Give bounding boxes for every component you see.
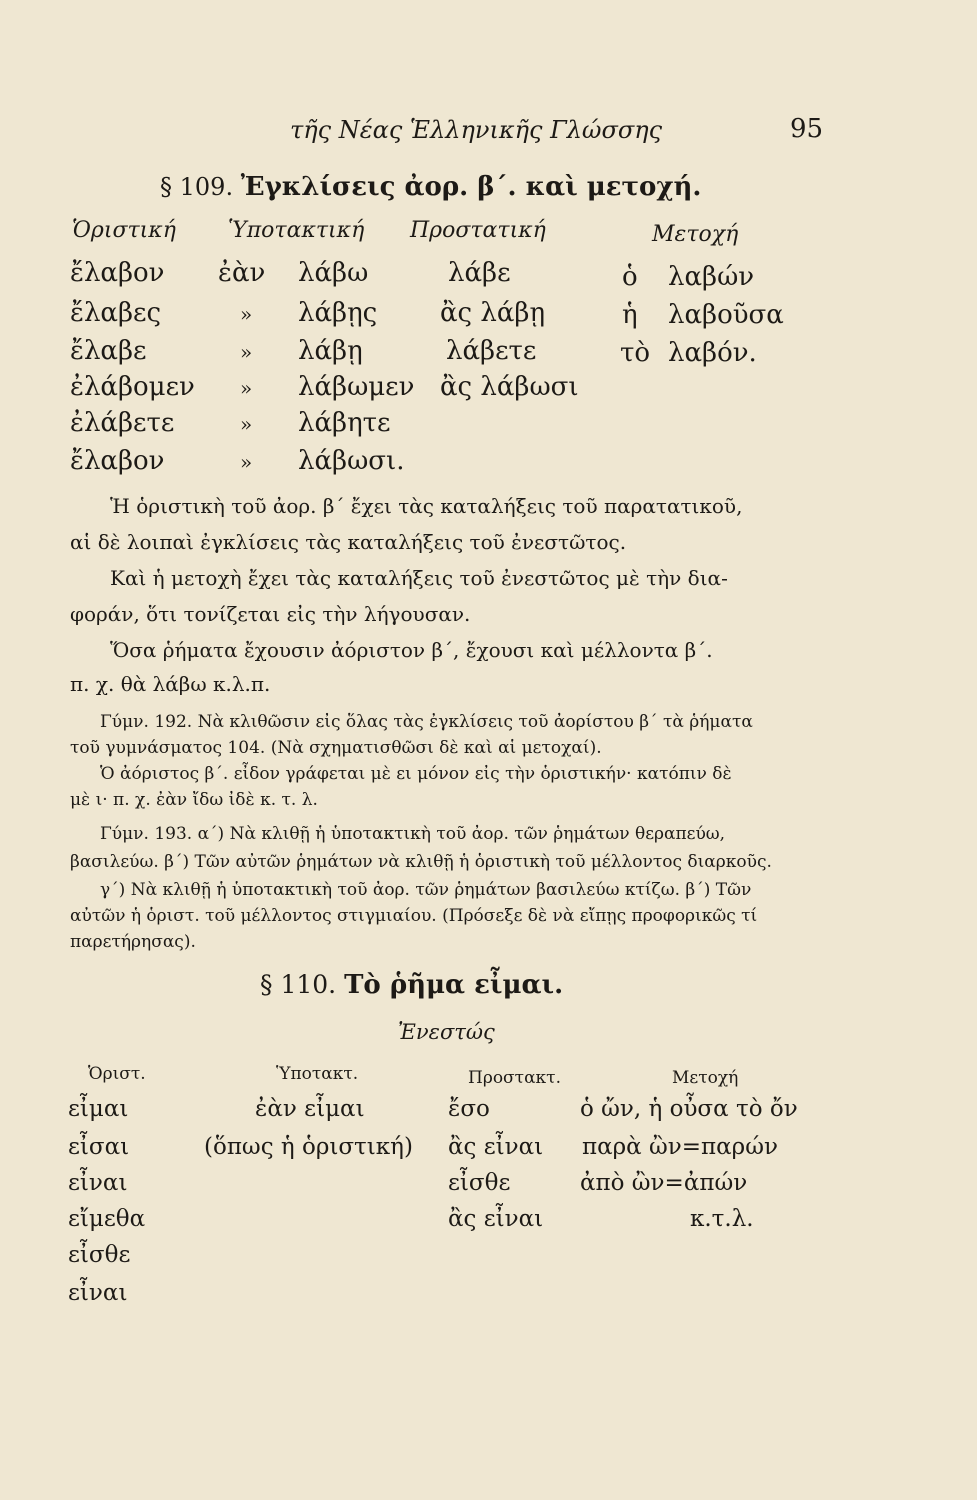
participle-form: ὁ ὤν, ἡ οὖσα τὸ ὄν xyxy=(580,1096,798,1122)
participle-article: ὁ xyxy=(622,262,638,292)
imperative-form: λάβε xyxy=(448,258,511,288)
subjunctive-form: ἐὰν εἶμαι xyxy=(255,1096,365,1122)
exercise-line: τοῦ γυμνάσματος 104. (Νὰ σχηματισθῶσι δὲ καὶ αἱ μετοχαί). xyxy=(70,738,602,758)
participle-form: λαβόν. xyxy=(668,338,757,368)
subjunctive-note: (ὅπως ἡ ὁριστική) xyxy=(204,1134,413,1160)
paragraph-line: Ἡ ὁριστικὴ τοῦ ἀορ. β΄ ἔχει τὰς καταλήξεις τοῦ παρατατικοῦ, xyxy=(110,494,743,518)
section-title: Τὸ ῥῆμα εἶμαι. xyxy=(344,970,564,1000)
indicative-form: εἶναι xyxy=(68,1170,128,1196)
subjunctive-form: λάβωμεν xyxy=(298,372,415,402)
exercise-line: γ΄) Νὰ κλιθῇ ἡ ὑποτακτικὴ τοῦ ἀορ. τῶν ῥημάτων βασιλεύω κτίζω. β΄) Τῶν xyxy=(100,880,752,900)
subjunctive-form: λάβωσι. xyxy=(298,446,405,476)
participle-form: κ.τ.λ. xyxy=(690,1206,754,1232)
col-head-imperative: Προστατική xyxy=(410,218,546,243)
indicative-form: ἔλαβε xyxy=(70,336,147,366)
col-head-subjunctive: Ὑποτακτική xyxy=(228,218,365,243)
imperative-form: ἔσο xyxy=(448,1096,490,1122)
section-109-heading xyxy=(160,172,701,202)
section-number: § 109. xyxy=(160,173,234,201)
indicative-form: ἐλάβομεν xyxy=(70,372,195,402)
participle-form: ἀπὸ ὢν=ἀπών xyxy=(580,1170,748,1196)
section-110-heading xyxy=(260,970,563,1000)
exercise-line: παρετήρησας). xyxy=(70,932,196,952)
indicative-form: εἶμαι xyxy=(68,1096,129,1122)
ditto-mark: » xyxy=(240,340,253,364)
tense-subtitle: Ἐνεστώς xyxy=(398,1020,495,1044)
indicative-form: ἔλαβον xyxy=(70,446,165,476)
ditto-mark: » xyxy=(240,302,253,326)
running-header: τῆς Νέας Ἑλληνικῆς Γλώσσης xyxy=(290,116,663,144)
paragraph-line: Καὶ ἡ μετοχὴ ἔχει τὰς καταλήξεις τοῦ ἐνεστῶτος μὲ τὴν δια- xyxy=(110,566,728,590)
paragraph-line: π. χ. θὰ λάβω κ.λ.π. xyxy=(70,672,271,696)
col-head-imperative: Προστακτ. xyxy=(468,1068,561,1088)
participle-form: παρὰ ὢν=παρών xyxy=(582,1134,778,1160)
paragraph-line: αἱ δὲ λοιπαὶ ἐγκλίσεις τὰς καταλήξεις τοῦ ἐνεστῶτος. xyxy=(70,530,627,554)
section-number: § 110. xyxy=(260,970,337,999)
exercise-line: βασιλεύω. β΄) Τῶν αὐτῶν ῥημάτων νὰ κλιθῇ ἡ ὁριστικὴ τοῦ μέλλοντος διαρκοῦς. xyxy=(70,852,772,872)
participle-form: λαβοῦσα xyxy=(668,300,784,330)
ditto-mark: » xyxy=(240,376,253,400)
col-head-participle: Μετοχή xyxy=(672,1068,739,1088)
exercise-line: Γύμν. 192. Νὰ κλιθῶσιν εἰς ὅλας τὰς ἐγκλίσεις τοῦ ἀορίστου β΄ τὰ ῥήματα xyxy=(100,712,753,732)
subjunctive-form: λάβητε xyxy=(298,408,391,438)
exercise-line: Ὁ ἀόριστος β΄. εἶδον γράφεται μὲ ει μόνον εἰς τὴν ὁριστικήν· κατόπιν δὲ xyxy=(100,764,732,784)
subjunctive-form: λάβω xyxy=(298,258,369,288)
subjunctive-form: λάβῃς xyxy=(298,298,378,328)
indicative-form: εἶσθε xyxy=(68,1242,131,1268)
imperative-form: εἶσθε xyxy=(448,1170,511,1196)
indicative-form: ἔλαβον xyxy=(70,258,165,288)
imperative-form: ἂς λάβῃ xyxy=(440,298,546,328)
indicative-form: εἶσαι xyxy=(68,1134,130,1160)
participle-form: λαβών xyxy=(668,262,755,292)
indicative-form: εἶναι xyxy=(68,1280,128,1306)
col-head-subjunctive: Ὑποτακτ. xyxy=(276,1064,359,1084)
paragraph-line: φοράν, ὅτι τονίζεται εἰς τὴν λήγουσαν. xyxy=(70,602,471,626)
exercise-line: αὐτῶν ἡ ὁριστ. τοῦ μέλλοντος στιγμιαίου. (Πρόσεξε δὲ νὰ εἴπῃς προφορικῶς τί xyxy=(70,906,758,926)
indicative-form: ἐλάβετε xyxy=(70,408,175,438)
ditto-mark: » xyxy=(240,412,253,436)
exercise-line: Γύμν. 193. α΄) Νὰ κλιθῇ ἡ ὑποτακτικὴ τοῦ ἀορ. τῶν ῥημάτων θεραπεύω, xyxy=(100,824,726,844)
imperative-form: ἂς λάβωσι xyxy=(440,372,579,402)
imperative-form: ἂς εἶναι xyxy=(448,1134,544,1160)
col-head-indicative: Ὁριστ. xyxy=(88,1064,146,1084)
indicative-form: εἴμεθα xyxy=(68,1206,146,1232)
indicative-form: ἔλαβες xyxy=(70,298,162,328)
subjunctive-form: λάβῃ xyxy=(298,336,363,366)
participle-article: ἡ xyxy=(622,300,638,330)
col-head-indicative: Ὁριστική xyxy=(72,218,176,243)
subjunctive-prefix: ἐὰν xyxy=(218,258,266,288)
ditto-mark: » xyxy=(240,450,253,474)
page-number: 95 xyxy=(790,114,824,144)
participle-article: τὸ xyxy=(620,338,651,368)
imperative-form: ἂς εἶναι xyxy=(448,1206,544,1232)
paragraph-line: Ὅσα ῥήματα ἔχουσιν ἀόριστον β΄, ἔχουσι καὶ μέλλοντα β΄. xyxy=(110,638,713,662)
imperative-form: λάβετε xyxy=(446,336,537,366)
section-title: Ἐγκλίσεις ἀορ. β΄. καὶ μετοχή. xyxy=(240,172,702,202)
col-head-participle: Μετοχή xyxy=(652,222,739,247)
exercise-line: μὲ ι· π. χ. ἐὰν ἴδω ἰδὲ κ. τ. λ. xyxy=(70,790,318,810)
